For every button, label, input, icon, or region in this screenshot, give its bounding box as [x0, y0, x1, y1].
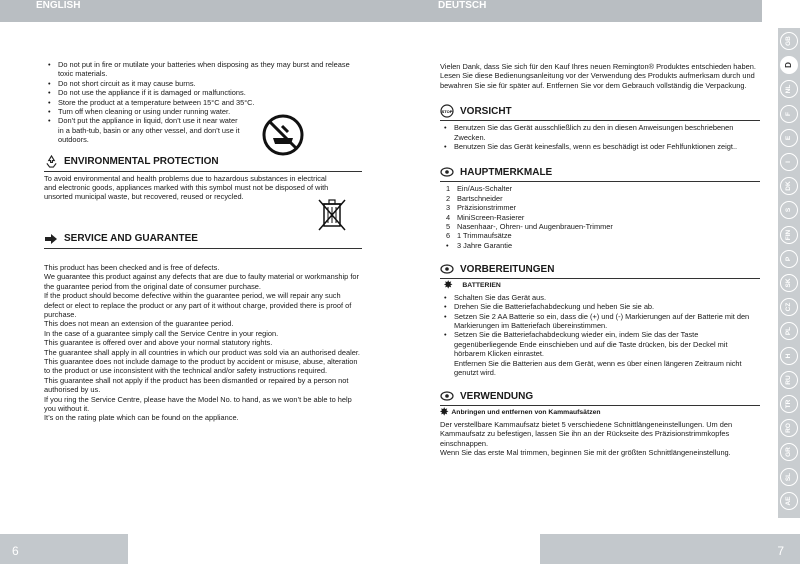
lang-tab-e[interactable]: E: [780, 129, 798, 147]
svg-text:STOP: STOP: [441, 109, 453, 115]
warning-item: • Do not short circuit as it may cause burns.: [44, 79, 362, 88]
no-water-icon: [262, 114, 304, 156]
lang-tab-pl[interactable]: PL: [780, 322, 798, 340]
service-paragraph: This does not mean an extension of the guarantee period.: [44, 319, 234, 329]
features-list: [446, 184, 760, 250]
prep-list: [440, 293, 760, 359]
service-paragraph: The guarantee shall apply in all countries in which our product was sold via an authorised dealer.: [44, 347, 360, 357]
footer-right: [540, 534, 800, 564]
intro-text: [440, 62, 760, 90]
lang-tab-f[interactable]: F: [780, 105, 798, 123]
use-paragraph: Wenn Sie das erste Mal trimmen, beginnen Sie mit der größten Schnittlängeneinstellung.: [440, 447, 731, 457]
left-page: [44, 60, 362, 423]
env-section-heading: [44, 155, 362, 172]
lang-tab-tr[interactable]: TR: [780, 395, 798, 413]
feature-number: 6: [446, 231, 451, 241]
eye-icon: [440, 389, 454, 403]
feature-label: MiniScreen-Rasierer: [457, 212, 525, 222]
feature-item: [446, 222, 760, 231]
feature-item: [446, 194, 760, 203]
feature-label: Präzisionstrimmer: [457, 203, 517, 213]
lang-tab-nl[interactable]: NL: [780, 80, 798, 98]
intro-paragraph: Lesen Sie diese Bedienungsanleitung vor der Verwendung des Produkts aufmerksam durch und bewahren Sie sie für später auf. Entfernen Sie vor dem Gebrauch vollständig die Verpackung.: [440, 71, 755, 90]
lang-tab-sl[interactable]: SL: [780, 468, 798, 486]
caution-item: • Benutzen Sie das Gerät keinesfalls, wenn es beschädigt ist oder Fehlfunktionen zeigt..: [440, 142, 760, 151]
feature-item: [446, 241, 760, 250]
stop-icon: [440, 104, 454, 118]
lang-tab-ae[interactable]: AE: [780, 492, 798, 510]
feature-label: Nasenhaar-, Ohren- und Augenbrauen-Trimmer: [457, 222, 613, 232]
caution-item: • Benutzen Sie das Gerät ausschließlich zu den in diesen Anweisungen beschriebenen Zwecken.: [440, 123, 760, 142]
feature-item: [446, 213, 760, 222]
feature-number: 4: [446, 212, 451, 222]
safety-warnings-list: [44, 60, 362, 145]
feature-number: •: [446, 240, 449, 250]
prep-item: • Setzen Sie die Batteriefachabdeckung wieder ein, indem Sie das der Taste gegenüberliegende Ende einschieben und auf die Taste drücken, bis der Deckel mit hörbarem Klicken einrastet.: [440, 330, 760, 358]
language-tab-strip: [778, 28, 800, 518]
lang-tab-ru[interactable]: RU: [780, 371, 798, 389]
use-text: [440, 420, 760, 458]
caution-section-heading: [440, 104, 760, 121]
feature-number: 5: [446, 222, 451, 232]
warning-item: • Do not use the appliance if it is damaged or malfunctions.: [44, 88, 362, 97]
batteries-subheading: [444, 281, 760, 290]
lang-tab-p[interactable]: P: [780, 250, 798, 268]
eye-icon: [440, 262, 454, 276]
page-number-right: 7: [777, 544, 784, 558]
service-paragraph: It’s on the rating plate which can be found on the appliance.: [44, 413, 239, 423]
intro-paragraph: Vielen Dank, dass Sie sich für den Kauf Ihres neuen Remington® Produktes entschieden haben.: [440, 62, 756, 71]
feature-item: [446, 203, 760, 212]
use-paragraph: Der verstellbare Kammaufsatz bietet 5 verschiedene Schnittlängeneinstellungen. Um den Kammaufsatz zu befestigen, lassen Sie ihn an der Rückseite des Präzisionstrimmkopfes einschnappen.: [440, 419, 733, 448]
service-paragraph: This product has been checked and is free of defects.: [44, 262, 220, 272]
crossed-bin-icon: [316, 196, 348, 236]
service-paragraph: We guarantee this product against any defects that are due to faulty material or workmanship for the guarantee period from the original date of consumer purchase.: [44, 272, 359, 291]
lang-tab-cz[interactable]: CZ: [780, 298, 798, 316]
lang-tab-gr[interactable]: GR: [780, 443, 798, 461]
footer-left: [0, 534, 128, 564]
caution-title: VORSICHT: [460, 105, 512, 117]
service-paragraph: This guarantee shall not apply if the product has been dismantled or repaired by a person not authorised by us.: [44, 375, 349, 395]
service-text: [44, 263, 362, 423]
service-paragraph: This guarantee is offered over and above your normal statutory rights.: [44, 338, 273, 348]
feature-label: Bartschneider: [457, 193, 503, 203]
feature-label: 1 Trimmaufsätze: [457, 231, 512, 241]
feature-number: 1: [446, 184, 451, 194]
service-paragraph: If the product should become defective within the guarantee period, we will repair any such defect or elect to replace the product or any part of it without charge, provided there is proof of purchase.: [44, 291, 352, 319]
caution-list: [440, 123, 760, 151]
lang-tab-ro[interactable]: RO: [780, 419, 798, 437]
recycle-icon: [44, 155, 58, 169]
feature-item: [446, 231, 760, 240]
batteries-label: BATTERIEN: [462, 282, 501, 290]
features-title: HAUPTMERKMALE: [460, 166, 553, 178]
prep-item: • Drehen Sie die Batteriefachabdeckung und heben Sie sie ab.: [440, 302, 760, 311]
warning-item: • Don’t put the appliance in liquid, don’t use it near water in a bath-tub, basin or any other vessel, and don’t use it outdoors.: [44, 116, 240, 144]
lang-tab-gb[interactable]: GB: [780, 32, 798, 50]
feature-item: [446, 184, 760, 193]
features-section-heading: [440, 165, 760, 182]
page-number-left: 6: [12, 544, 19, 558]
use-section-heading: [440, 389, 760, 406]
lang-tab-dk[interactable]: DK: [780, 177, 798, 195]
lang-tab-s[interactable]: S: [780, 201, 798, 219]
service-title: SERVICE AND GUARANTEE: [64, 233, 198, 245]
prep-note: Entfernen Sie die Batterien aus dem Gerät, wenn es über einen längeren Zeitraum nicht genutzt wird.: [454, 358, 742, 377]
prep-item: • Setzen Sie 2 AA Batterie so ein, dass die (+) und (-) Markierungen auf der Batterie mit den Markierungen im Batteriefach übereinstimmen.: [440, 312, 760, 331]
header-lang-right: DEUTSCH: [438, 0, 487, 11]
right-page: [440, 62, 760, 457]
prep-section-heading: [440, 262, 760, 279]
use-title: VERWENDUNG: [460, 390, 534, 402]
lang-tab-sk[interactable]: SK: [780, 274, 798, 292]
lang-tab-h[interactable]: H: [780, 347, 798, 365]
lang-tab-i[interactable]: I: [780, 153, 798, 171]
gear-icon: ✸: [440, 407, 449, 419]
warning-item: • Turn off when cleaning or using under running water.: [44, 107, 362, 116]
env-text: To avoid environmental and health problems due to hazardous substances in electrical and electronic goods, appliances marked with this symbol must not be disposed of with unsorted municipal waste, but recovered, reused or recycled.: [44, 173, 329, 202]
warning-item: • Store the product at a temperature between 15°C and 35°C.: [44, 98, 362, 107]
feature-label: Ein/Aus-Schalter: [457, 184, 513, 194]
lang-tab-fin[interactable]: FIN: [780, 226, 798, 244]
feature-number: 3: [446, 203, 451, 213]
service-paragraph: In the case of a guarantee simply call the Service Centre in your region.: [44, 328, 279, 338]
arrow-right-icon: [44, 232, 58, 246]
gear-icon: ✸: [444, 280, 453, 292]
use-sub-label: Anbringen und entfernen von Kammaufsätzen: [451, 409, 601, 417]
service-paragraph: If you ring the Service Centre, please have the Model No. to hand, as we won’t be able to help you without it.: [44, 394, 352, 413]
prep-item: • Schalten Sie das Gerät aus.: [440, 293, 760, 302]
feature-label: 3 Jahre Garantie: [457, 240, 513, 250]
prep-title: VORBEREITUNGEN: [460, 263, 555, 275]
header-right: [400, 0, 762, 22]
service-paragraph: This guarantee does not include damage to the product by accident or misuse, abuse, alteration to the product or use inconsistent with the technical and/or safety instructions required.: [44, 356, 358, 376]
use-subheading: [440, 408, 760, 417]
header-left: [0, 0, 400, 22]
env-title: ENVIRONMENTAL PROTECTION: [64, 155, 219, 167]
lang-tab-d[interactable]: D: [780, 56, 798, 74]
header-lang-left: ENGLISH: [36, 0, 81, 11]
warning-item: • Do not put in fire or mutilate your batteries when disposing as they may burst and release toxic materials.: [44, 60, 362, 79]
feature-number: 2: [446, 193, 451, 203]
eye-icon: [440, 165, 454, 179]
service-section-heading: [44, 232, 362, 249]
